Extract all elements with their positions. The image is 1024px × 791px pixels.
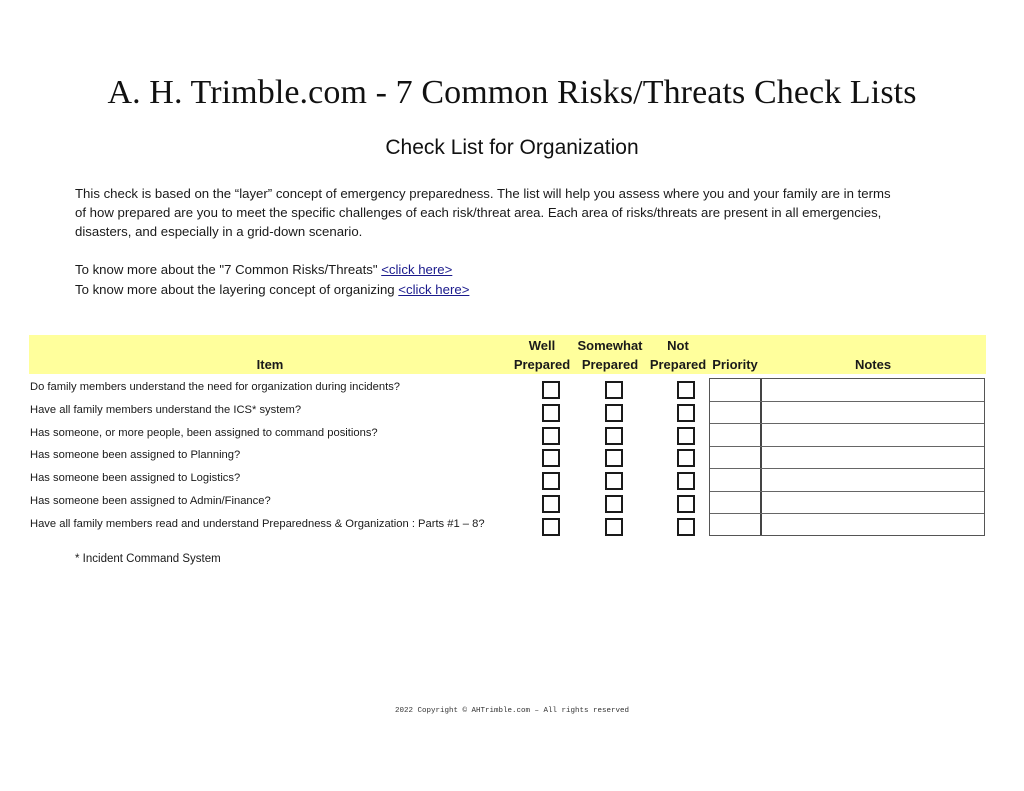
grid-row <box>710 424 984 447</box>
header-not-prepared <box>648 336 708 374</box>
priority-cell[interactable] <box>710 492 760 514</box>
risks-threats-click-here-link[interactable]: <click here> <box>381 262 453 277</box>
intro-line: disasters, and especially in a grid-down scenario. <box>75 224 363 239</box>
header-item: Item <box>256 357 284 372</box>
more-info-links <box>75 260 469 300</box>
row-item-text: Do family members understand the need for organization during incidents? <box>30 381 401 393</box>
grid-row <box>710 447 984 470</box>
not-prepared-checkbox[interactable] <box>677 518 695 536</box>
intro-line: of how prepared are you to meet the specific challenges of each risk/threat area. Each area of risks/threats are present in all emergencies, <box>75 205 882 220</box>
row-item-text: Have all family members read and understand Preparedness & Organization : Parts #1 – 8? <box>30 518 485 530</box>
well-prepared-checkbox[interactable] <box>542 427 560 445</box>
grid-row <box>710 469 984 492</box>
priority-notes-grid <box>709 378 985 536</box>
link-prefix: To know more about the layering concept of organizing <box>75 282 399 297</box>
well-prepared-checkbox[interactable] <box>542 518 560 536</box>
row-item-text: Has someone been assigned to Admin/Finance? <box>30 495 271 507</box>
somewhat-prepared-checkbox[interactable] <box>605 427 623 445</box>
header-line: Prepared <box>581 357 639 372</box>
notes-cell[interactable] <box>762 424 984 446</box>
somewhat-prepared-checkbox[interactable] <box>605 495 623 513</box>
header-priority: Priority <box>712 357 758 372</box>
header-notes: Notes <box>854 357 892 372</box>
somewhat-prepared-checkbox[interactable] <box>605 449 623 467</box>
somewhat-prepared-checkbox[interactable] <box>605 381 623 399</box>
checklist-subtitle: Check List for Organization <box>385 136 639 159</box>
ics-footnote: * Incident Command System <box>75 553 221 565</box>
header-line: Well <box>528 338 556 353</box>
not-prepared-checkbox[interactable] <box>677 449 695 467</box>
priority-cell[interactable] <box>710 514 760 537</box>
priority-cell[interactable] <box>710 424 760 446</box>
copyright-footer: 2022 Copyright © AHTrimble.com – All rights reserved <box>394 707 630 715</box>
not-prepared-checkbox[interactable] <box>677 472 695 490</box>
well-prepared-checkbox[interactable] <box>542 495 560 513</box>
somewhat-prepared-checkbox[interactable] <box>605 404 623 422</box>
priority-cell[interactable] <box>710 469 760 491</box>
grid-row <box>710 514 984 537</box>
notes-cell[interactable] <box>762 469 984 491</box>
layering-link-line <box>75 280 469 300</box>
grid-row <box>710 379 984 402</box>
priority-cell[interactable] <box>710 379 760 401</box>
link-prefix: To know more about the "7 Common Risks/Threats" <box>75 262 382 277</box>
grid-row <box>710 492 984 515</box>
grid-row <box>710 402 984 425</box>
header-line: Not <box>667 338 689 353</box>
notes-cell[interactable] <box>762 447 984 469</box>
not-prepared-checkbox[interactable] <box>677 495 695 513</box>
priority-cell[interactable] <box>710 447 760 469</box>
somewhat-prepared-checkbox[interactable] <box>605 518 623 536</box>
priority-cell[interactable] <box>710 402 760 424</box>
layering-click-here-link[interactable]: <click here> <box>398 282 470 297</box>
notes-cell[interactable] <box>762 492 984 514</box>
well-prepared-checkbox[interactable] <box>542 404 560 422</box>
well-prepared-checkbox[interactable] <box>542 381 560 399</box>
header-well-prepared <box>511 336 573 374</box>
well-prepared-checkbox[interactable] <box>542 472 560 490</box>
not-prepared-checkbox[interactable] <box>677 404 695 422</box>
somewhat-prepared-checkbox[interactable] <box>605 472 623 490</box>
header-line: Prepared <box>649 357 707 372</box>
row-item-text: Has someone been assigned to Logistics? <box>30 472 241 484</box>
notes-cell[interactable] <box>762 379 984 401</box>
row-item-text: Has someone, or more people, been assigned to command positions? <box>30 427 378 439</box>
risks-threats-link-line <box>75 260 469 280</box>
page-title: A. H. Trimble.com - 7 Common Risks/Threats Check Lists <box>107 74 917 111</box>
row-item-text: Have all family members understand the ICS* system? <box>30 404 302 416</box>
header-line: Prepared <box>513 357 571 372</box>
intro-paragraph <box>75 184 955 241</box>
well-prepared-checkbox[interactable] <box>542 449 560 467</box>
notes-cell[interactable] <box>762 514 984 537</box>
row-item-text: Has someone been assigned to Planning? <box>30 449 241 461</box>
header-line: Somewhat <box>577 338 643 353</box>
header-somewhat-prepared <box>574 336 646 374</box>
not-prepared-checkbox[interactable] <box>677 427 695 445</box>
notes-cell[interactable] <box>762 402 984 424</box>
intro-line: This check is based on the “layer” concept of emergency preparedness. The list will help you assess where you and your family are in terms <box>75 186 891 201</box>
not-prepared-checkbox[interactable] <box>677 381 695 399</box>
